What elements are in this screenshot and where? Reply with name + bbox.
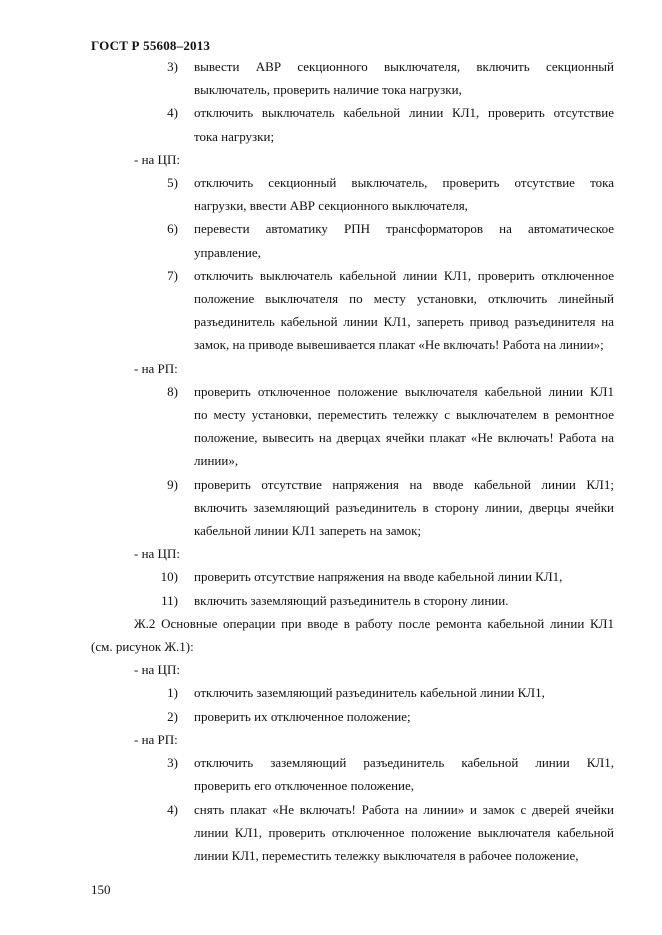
text-line: положение выключателя по месту установки, отключить линейный — [194, 291, 614, 307]
section-label: - на РП: — [134, 360, 178, 376]
text-line: отключить заземляющий разъединитель кабельной линии КЛ1, — [194, 685, 545, 701]
paragraph-heading: Ж.2 Основные операции при вводе в работу после ремонта кабельной линии КЛ1 — [134, 615, 614, 631]
text-line: управление, — [194, 244, 261, 260]
text-line: положение, вывесить на дверцах ячейки плакат «Не включать! Работа на — [194, 430, 614, 446]
text-line: включить заземляющий разъединитель в сторону линии, дверцы ячейки — [194, 499, 614, 515]
list-item-text — [194, 589, 614, 612]
list-item — [0, 217, 662, 263]
text-line: разъединитель кабельной линии КЛ1, запереть привод разъединителя на — [194, 314, 614, 330]
list-item-number: 4) — [167, 105, 178, 121]
list-item-number: 11) — [161, 592, 178, 608]
text-line: нагрузки, ввести АВР секционного выключателя, — [194, 198, 468, 214]
section-label: - на ЦП: — [134, 662, 180, 678]
list-item-number: 3) — [167, 59, 178, 74]
list-item — [0, 751, 662, 797]
list-item-number: 2) — [167, 708, 178, 724]
list-item-number: 4) — [167, 801, 178, 817]
text-line: проверить их отключенное положение; — [194, 708, 411, 724]
section-label: - на РП: — [134, 731, 178, 747]
list-item-number: 7) — [167, 267, 178, 283]
section-label: - на ЦП: — [134, 546, 180, 562]
text-line: отключить секционный выключатель, проверить отсутствие тока — [194, 175, 614, 191]
list-item-number: 3) — [167, 755, 178, 771]
list-item — [0, 589, 662, 612]
list-item-number: 6) — [167, 221, 178, 237]
list-item-text — [194, 101, 614, 147]
text-line: вывести АВР секционного выключателя, включить секционный — [194, 59, 614, 74]
list-item — [0, 473, 662, 543]
list-item-text — [194, 217, 614, 263]
text-line: линии КЛ1, проверить отключенное положение выключателя кабельной — [194, 824, 614, 840]
list-item — [0, 681, 662, 704]
list-item-number: 1) — [167, 685, 178, 701]
list-item-text — [194, 380, 614, 473]
list-item-number: 5) — [167, 175, 178, 191]
list-item-text — [194, 565, 614, 588]
list-item-text — [194, 751, 614, 797]
text-line: по месту установки, переместить тележку с выключателем в ремонтное — [194, 407, 614, 423]
text-line: проверить отсутствие напряжения на вводе кабельной линии КЛ1, — [194, 569, 563, 585]
text-line: отключить выключатель кабельной линии КЛ1, проверить отключенное — [194, 267, 614, 283]
document-body — [0, 55, 662, 867]
text-line: линии», — [194, 453, 239, 469]
list-item — [0, 565, 662, 588]
list-item-text — [194, 264, 614, 357]
list-item-text — [194, 473, 614, 543]
text-line: тока нагрузки; — [194, 128, 275, 144]
text-line: отключить выключатель кабельной линии КЛ1, проверить отсутствие — [194, 105, 614, 121]
list-item-text — [194, 55, 614, 101]
list-item — [0, 171, 662, 217]
text-line: включить заземляющий разъединитель в сторону линии. — [194, 592, 509, 608]
text-line: снять плакат «Не включать! Работа на линии» и замок с дверей ячейки — [194, 801, 614, 817]
text-line: замок, на приводе вывешивается плакат «Не включать! Работа на линии»; — [194, 337, 604, 353]
paragraph-continuation: (см. рисунок Ж.1): — [91, 639, 194, 655]
list-item — [0, 264, 662, 357]
list-item-text — [194, 681, 614, 704]
list-item — [0, 55, 662, 101]
text-line: выключатель, проверить наличие тока нагрузки, — [194, 82, 462, 98]
text-line: проверить отсутствие напряжения на вводе кабельной линии КЛ1; — [194, 476, 614, 492]
list-item-text — [194, 798, 614, 868]
list-item-number: 8) — [167, 383, 178, 399]
text-line: перевести автоматику РПН трансформаторов на автоматическое — [194, 221, 614, 237]
list-item-number: 10) — [160, 569, 178, 585]
list-item — [0, 705, 662, 728]
section-label: - на ЦП: — [134, 151, 180, 167]
text-line: линии КЛ1, переместить тележку выключателя в рабочее положение, — [194, 847, 579, 863]
document-header: ГОСТ Р 55608–2013 — [91, 38, 211, 53]
list-item — [0, 380, 662, 473]
list-item-text — [194, 171, 614, 217]
list-item-number: 9) — [167, 476, 178, 492]
list-item-text — [194, 705, 614, 728]
list-item — [0, 798, 662, 868]
text-line: отключить заземляющий разъединитель кабельной линии КЛ1, — [194, 755, 614, 771]
page-number: 150 — [91, 882, 111, 897]
text-line: проверить отключенное положение выключателя кабельной линии КЛ1 — [194, 383, 614, 399]
text-line: кабельной линии КЛ1 запереть на замок; — [194, 523, 422, 539]
list-item — [0, 101, 662, 147]
text-line: проверить его отключенное положение, — [194, 778, 415, 794]
